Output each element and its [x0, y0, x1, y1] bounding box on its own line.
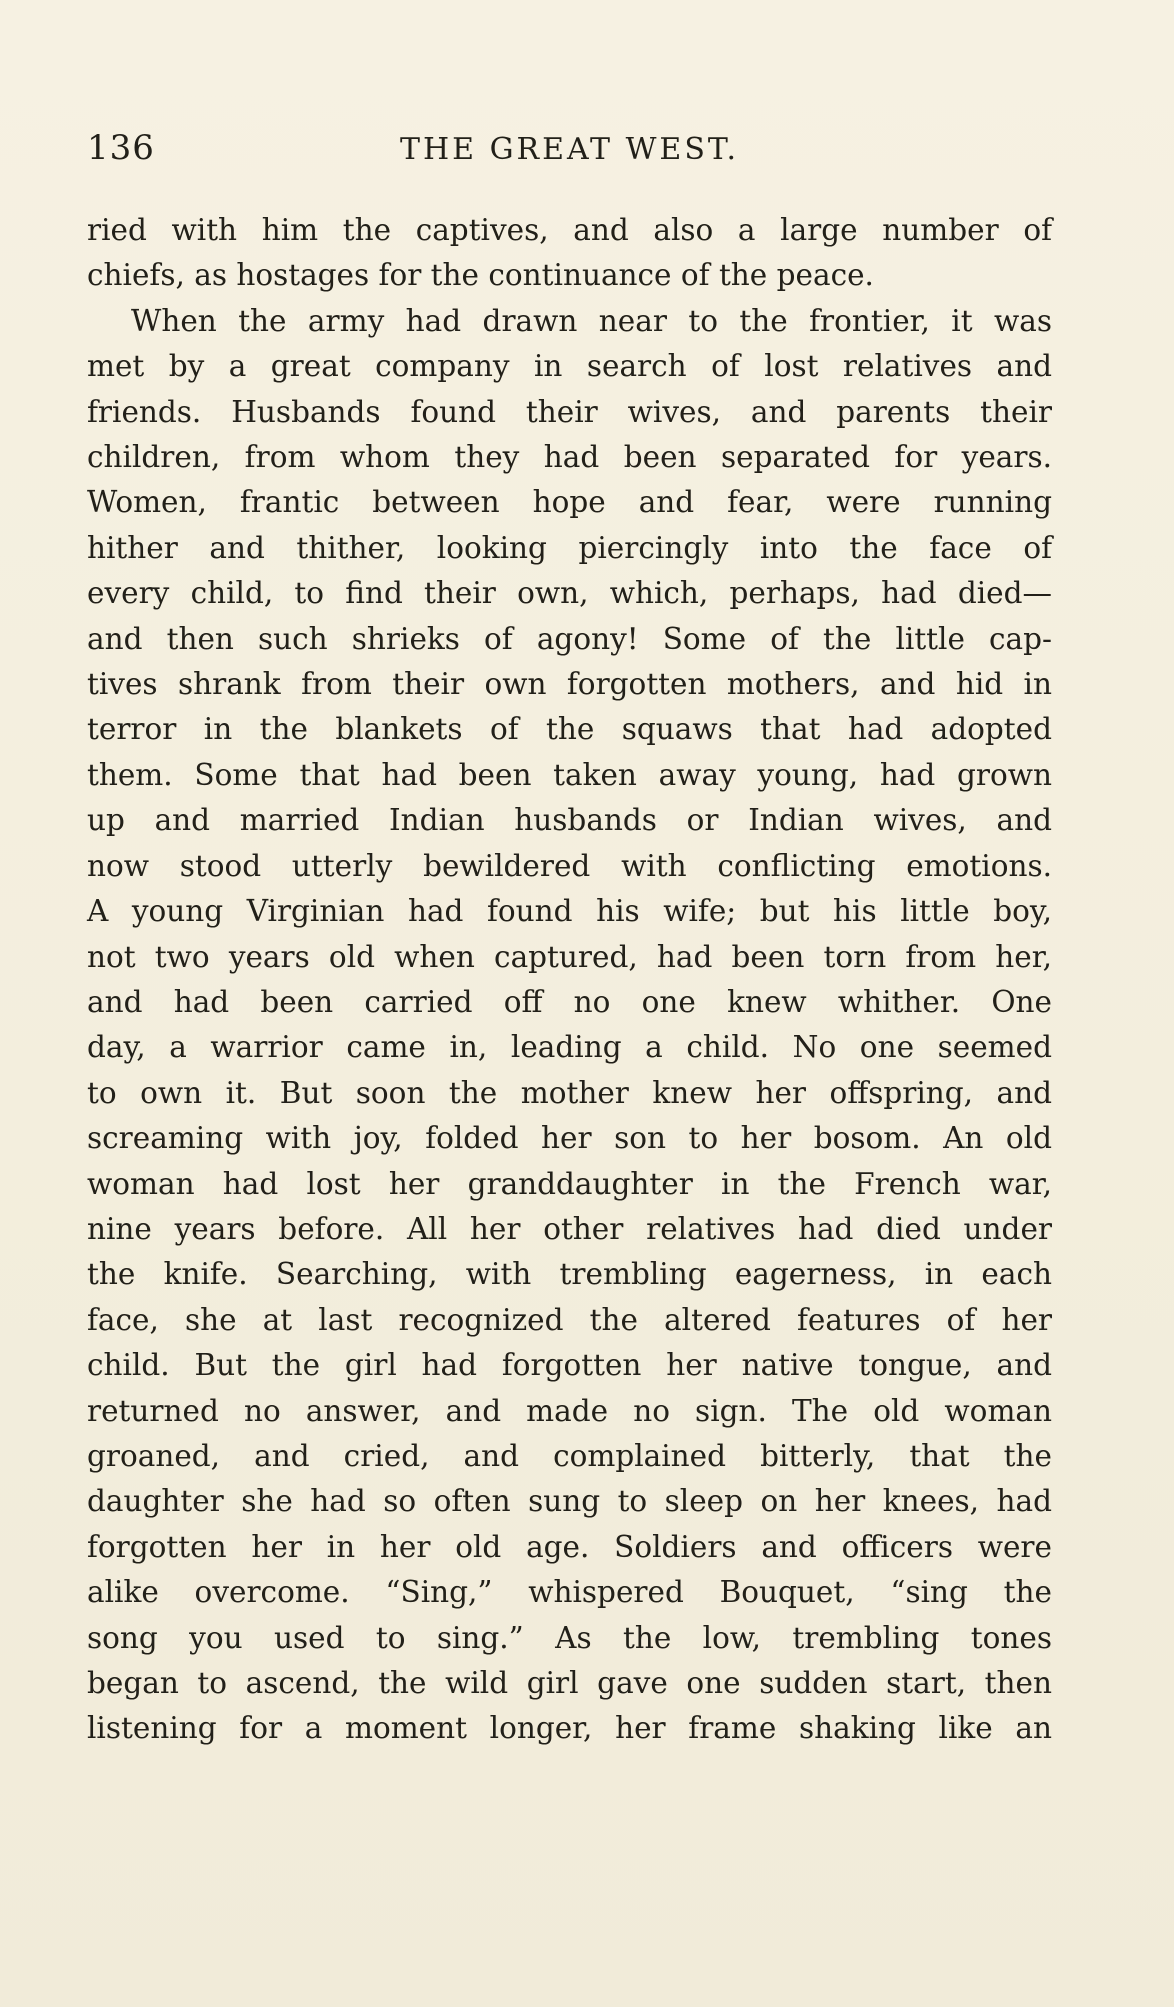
page-number: 136	[87, 128, 155, 168]
text-line: woman had lost her granddaughter in the French war,	[87, 1166, 1052, 1201]
text-line: child. But the girl had forgotten her native tongue, and	[87, 1348, 1052, 1383]
text-line: to own it. But soon the mother knew her offspring, and	[87, 1075, 1052, 1110]
text-line: began to ascend, the wild girl gave one sudden start, then	[87, 1666, 1052, 1700]
text-line: nine years before. All her other relatives had died under	[87, 1211, 1052, 1246]
text-line: returned no answer, and made no sign. The old woman	[87, 1393, 1052, 1428]
text-line: them. Some that had been taken away young, had grown	[87, 757, 1052, 792]
text-line: not two years old when captured, had been torn from her,	[87, 939, 1052, 974]
text-line: forgotten her in her old age. Soldiers and officers were	[87, 1529, 1052, 1564]
running-title: THE GREAT WEST.	[399, 132, 740, 167]
text-line: now stood utterly bewildered with conflicting emotions.	[87, 848, 1052, 883]
text-line: face, she at last recognized the altered features of her	[87, 1302, 1052, 1337]
text-line: friends. Husbands found their wives, and parents their	[87, 394, 1052, 429]
text-line: every child, to find their own, which, perhaps, had died—	[87, 576, 1052, 611]
text-line: screaming with joy, folded her son to her bosom. An old	[87, 1121, 1052, 1156]
text-line: and had been carried off no one knew whither. One	[87, 984, 1052, 1019]
text-line: A young Virginian had found his wife; but his little boy,	[87, 894, 1052, 929]
text-line: groaned, and cried, and complained bitterly, that the	[87, 1438, 1052, 1473]
text-line: When the army had drawn near to the frontier, it was	[131, 303, 1052, 338]
text-line: day, a warrior came in, leading a child. No one seemed	[87, 1030, 1052, 1065]
text-line: tives shrank from their own forgotten mothers, and hid in	[87, 667, 1052, 702]
text-line: children, from whom they had been separated for years.	[87, 440, 1052, 475]
text-line: hither and thither, looking piercingly into the face of	[87, 530, 1052, 565]
text-line: daughter she had so often sung to sleep on her knees, had	[87, 1484, 1052, 1519]
text-line: terror in the blankets of the squaws that had adopted	[87, 712, 1052, 747]
text-line: met by a great company in search of lost relatives and	[87, 349, 1052, 384]
body-text	[87, 208, 1052, 1752]
text-line: the knife. Searching, with trembling eagerness, in each	[87, 1257, 1052, 1292]
text-line: ried with him the captives, and also a large number of	[87, 213, 1052, 247]
text-line: up and married Indian husbands or Indian wives, and	[87, 803, 1052, 838]
page-header	[87, 128, 1052, 168]
text-line: and then such shrieks of agony! Some of the little cap-	[87, 621, 1052, 656]
text-line: song you used to sing.” As the low, trembling tones	[87, 1620, 1052, 1655]
text-line: chiefs, as hostages for the continuance of the peace.	[87, 258, 874, 293]
text-line: listening for a moment longer, her frame shaking like an	[87, 1711, 1052, 1746]
text-line: alike overcome. “Sing,” whispered Bouquet, “sing the	[87, 1575, 1052, 1610]
text-line: Women, frantic between hope and fear, were running	[87, 485, 1052, 520]
